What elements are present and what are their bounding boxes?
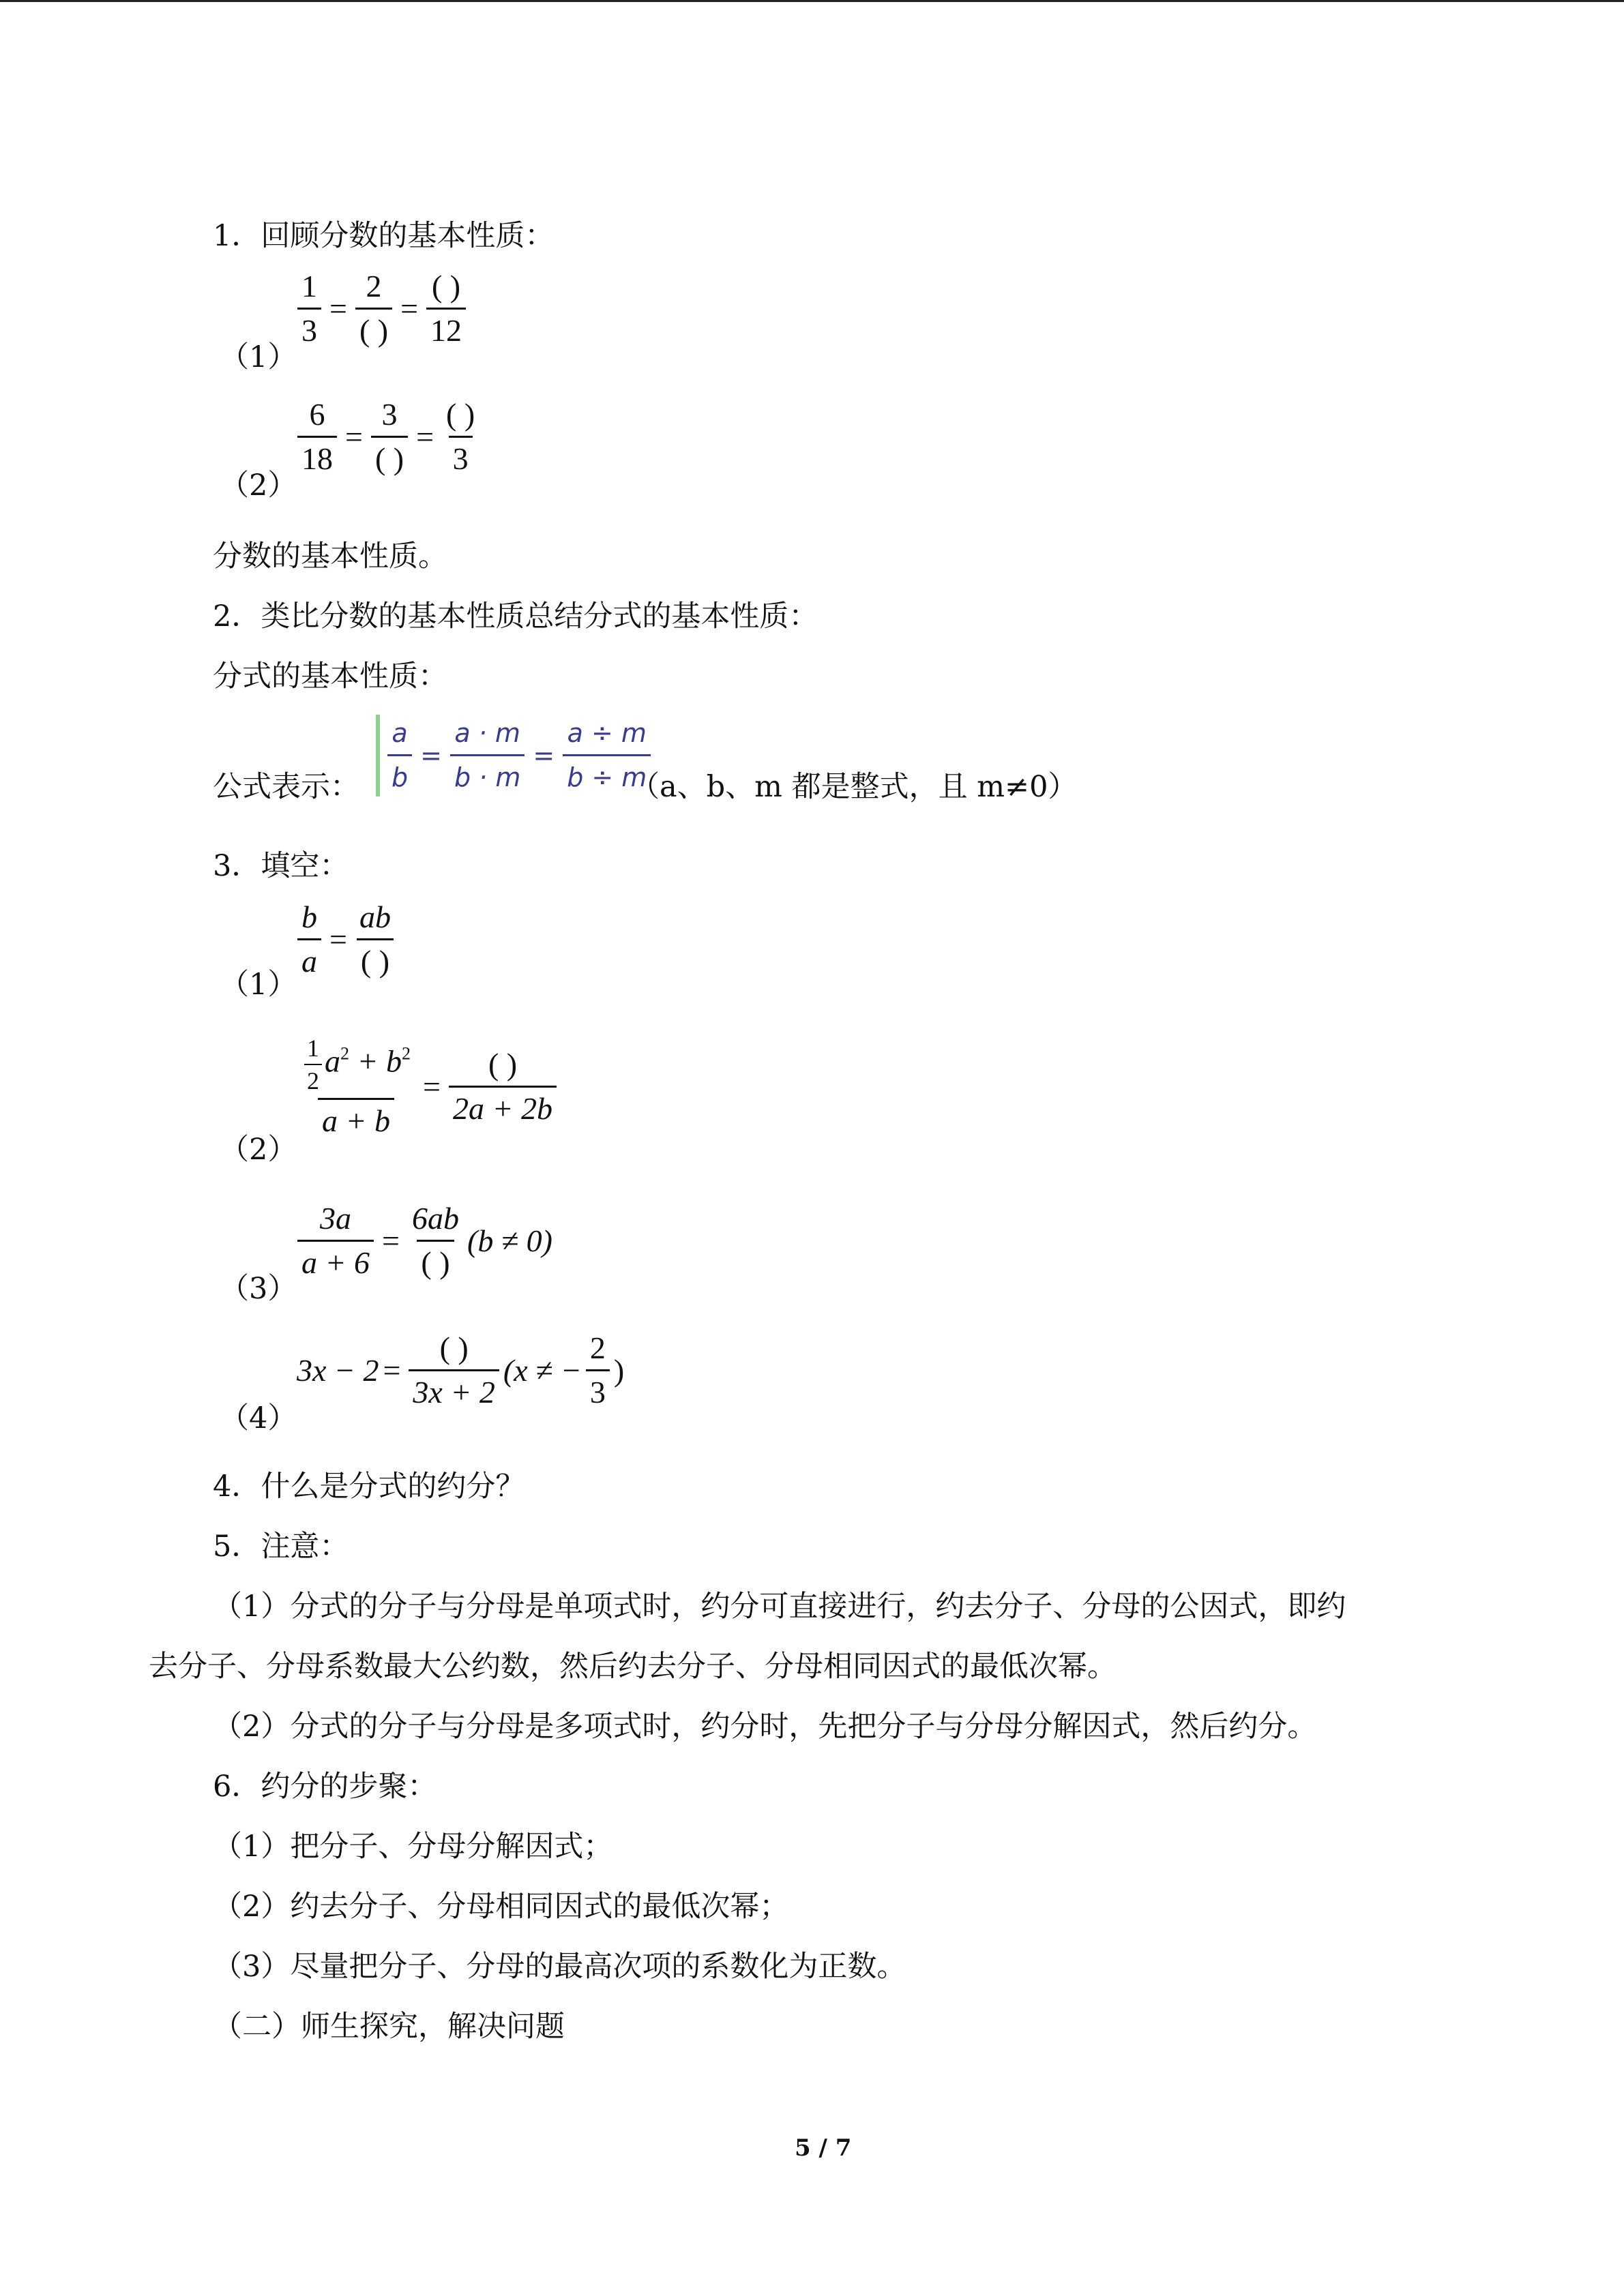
s3-p2-equation: $\frac{1}{2}$ $a^2 + b^2$ a + b = $\frac{( )}{2a + 2b}$ <box>293 1035 561 1138</box>
s1-note: 分数的基本性质。 <box>213 539 447 573</box>
s6-step3: （3）尽量把分子、分母的最高次项的系数化为正数。 <box>213 1950 906 1984</box>
s3-p4-label: （4） <box>220 1401 297 1435</box>
s1-item2-label: （2） <box>220 468 297 503</box>
s5-note1-line2: 去分子、分母系数最大公约数，然后约去分子、分母相同因式的最低次幂。 <box>149 1650 1117 1684</box>
s3-p3-equation: $\frac{3a}{a + 6}$ = $\frac{6ab}{( )}$ (b ≠ 0) <box>293 1202 552 1280</box>
formula-image-edge <box>376 715 380 796</box>
s5-note2: （2）分式的分子与分母是多项式时，约分时，先把分子与分母分解因式，然后约分。 <box>213 1710 1317 1744</box>
s1-item1-label: （1） <box>220 340 297 374</box>
section-3-title: 3．填空： <box>213 849 349 883</box>
s2-property: 分式的基本性质： <box>213 659 447 694</box>
s5-note1-line1: （1）分式的分子与分母是单项式时，约分可直接进行，约去分子、分母的公因式，即约 <box>213 1590 1346 1624</box>
s3-p1-label: （1） <box>220 968 297 1002</box>
section-2-title: 2．类比分数的基本性质总结分式的基本性质： <box>213 599 818 633</box>
s6-step1: （1）把分子、分母分解因式； <box>213 1830 613 1864</box>
s3-p4-equation: 3x − 2 = $\frac{( )}{3x + 2}$ (x ≠ − $\frac{2}{3}$ ) <box>297 1330 625 1410</box>
section-1-title: 1．回顾分数的基本性质： <box>213 219 555 253</box>
s3-p2-label: （2） <box>220 1133 297 1167</box>
section-7-title: （二）师生探究，解决问题 <box>213 2010 565 2044</box>
s3-p3-label: （3） <box>220 1272 297 1306</box>
page-number: 5 / 7 <box>795 2134 852 2162</box>
s2-condition: （a、b、m 都是整式，且 m≠0） <box>630 770 1078 804</box>
page-top-border <box>0 0 1624 2</box>
section-5-title: 5．注意： <box>213 1530 349 1564</box>
s6-step2: （2）约去分子、分母相同因式的最低次幂； <box>213 1890 789 1924</box>
s2-formula-label: 公式表示： <box>213 770 359 804</box>
s1-item1-equation: $\frac{1}{3}$ = $\frac{2}{( )}$ = $\frac{( )}{12}$ <box>293 269 470 348</box>
s1-item2-equation: $\frac{6}{18}$ = $\frac{3}{( )}$ = $\frac{( )}{3}$ <box>293 398 483 476</box>
s3-p1-equation: $\frac{b}{a}$ = $\frac{ab}{( )}$ <box>293 900 399 979</box>
section-4-title: 4．什么是分式的约分？ <box>213 1470 525 1504</box>
s2-formula: $\frac{a}{b}$ = $\frac{a \cdot m}{b \cdot m}$ = $\frac{a \div m}{b \div m}$ <box>383 716 655 794</box>
section-6-title: 6．约分的步聚： <box>213 1770 437 1804</box>
